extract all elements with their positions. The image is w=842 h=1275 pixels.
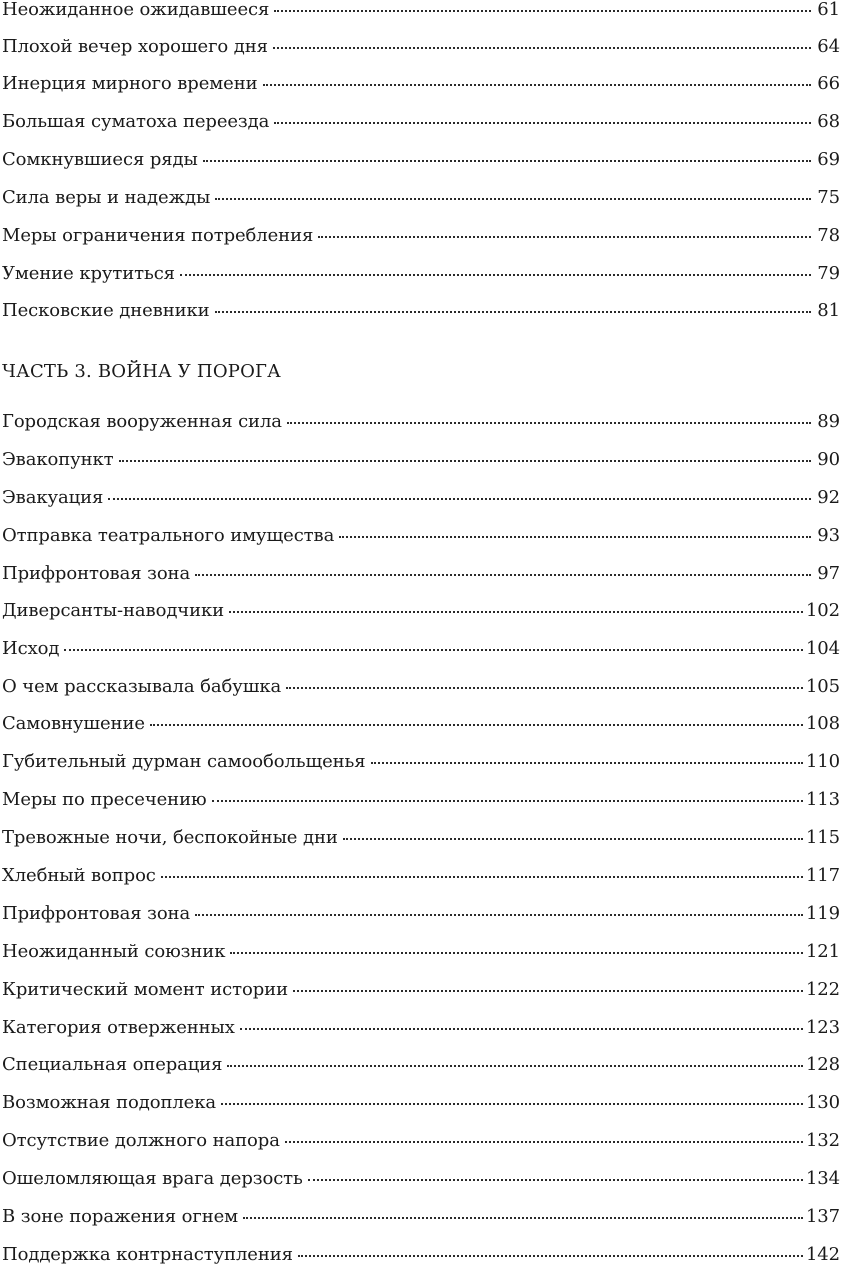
toc-entry[interactable] (2, 940, 840, 972)
toc-entry[interactable] (2, 410, 840, 442)
toc-entry[interactable] (2, 712, 840, 744)
toc-entry-title: Хлебный вопрос (2, 865, 156, 886)
toc-entry[interactable] (2, 1053, 840, 1085)
toc-entry-title: Эвакопункт (2, 449, 114, 470)
toc-entry-title: Неожиданный союзник (2, 941, 226, 962)
toc-entry[interactable] (2, 1129, 840, 1161)
dot-leader (212, 799, 803, 802)
toc-entry-title: Возможная подоплека (2, 1092, 217, 1113)
part-heading[interactable]: ЧАСТЬ 3. ВОЙНА У ПОРОГА (2, 361, 282, 382)
toc-entry-page: 105 (805, 676, 840, 697)
toc-entry-page: 108 (805, 713, 840, 734)
toc-entry[interactable] (2, 524, 840, 556)
toc-entry-page: 81 (817, 300, 840, 321)
toc-entry-page: 134 (805, 1168, 840, 1189)
toc-entry-title: Критический момент истории (2, 979, 288, 1000)
toc-entry-page: 115 (805, 827, 840, 848)
toc-entry-page: 75 (817, 187, 840, 208)
toc-entry[interactable] (2, 562, 840, 594)
toc-entry-page: 69 (817, 149, 840, 170)
toc-entry[interactable] (2, 148, 840, 180)
dot-leader (293, 989, 803, 992)
dot-leader (180, 273, 811, 276)
toc-entry-title: Сомкнувшиеся ряды (2, 149, 198, 170)
toc-entry-title: Неожиданное ожидавшееся (2, 0, 270, 20)
toc-entry-page: 68 (817, 111, 840, 132)
toc-entry[interactable] (2, 110, 840, 142)
toc-entry-page: 89 (817, 411, 840, 432)
toc-entry-page: 121 (805, 941, 840, 962)
dot-leader (298, 1254, 803, 1257)
toc-entry[interactable] (2, 637, 840, 669)
dot-leader (339, 535, 811, 538)
toc-entry-title: Сила веры и надежды (2, 187, 211, 208)
toc-entry-page: 64 (817, 36, 840, 57)
dot-leader (274, 9, 811, 12)
toc-entry-page: 104 (805, 638, 840, 659)
toc-entry-page: 128 (805, 1054, 840, 1075)
toc-entry-title: Исход (2, 638, 60, 659)
toc-entry-page: 79 (817, 263, 840, 284)
toc-entry[interactable] (2, 224, 840, 256)
dot-leader (274, 121, 811, 124)
dot-leader (240, 1027, 803, 1030)
dot-leader (161, 875, 803, 878)
toc-entry[interactable] (2, 1205, 840, 1237)
toc-entry-title: Поддержка контрнаступления (2, 1244, 293, 1265)
toc-entry[interactable] (2, 978, 840, 1010)
toc-entry-page: 123 (805, 1017, 840, 1038)
toc-entry-page: 110 (805, 751, 840, 772)
toc-entry-title: Отправка театрального имущества (2, 525, 335, 546)
toc-entry-title: Плохой вечер хорошего дня (2, 36, 268, 57)
dot-leader (243, 1216, 803, 1219)
toc-entry-page: 117 (805, 865, 840, 886)
toc-entry[interactable] (2, 186, 840, 218)
toc-entry-title: Тревожные ночи, беспокойные дни (2, 827, 338, 848)
toc-entry-title: Умение крутиться (2, 263, 175, 284)
toc-entry-title: Отсутствие должного напора (2, 1130, 280, 1151)
toc-entry-page: 142 (805, 1244, 840, 1265)
toc-entry-page: 122 (805, 979, 840, 1000)
dot-leader (221, 1102, 803, 1105)
toc-entry[interactable] (2, 299, 840, 331)
toc-entry[interactable] (2, 864, 840, 896)
toc-entry[interactable] (2, 902, 840, 934)
toc-entry-page: 137 (805, 1206, 840, 1227)
toc-entry[interactable] (2, 0, 840, 30)
toc-entry-title: Меры ограничения потребления (2, 225, 314, 246)
toc-entry-page: 78 (817, 225, 840, 246)
toc-entry-title: Самовнушение (2, 713, 145, 734)
toc-entry-title: Городская вооруженная сила (2, 411, 282, 432)
toc-entry-title: Меры по пресечению (2, 789, 207, 810)
toc-entry-title: О чем рассказывала бабушка (2, 676, 282, 697)
dot-leader (195, 913, 803, 916)
dot-leader (286, 686, 803, 689)
toc-entry-page: 92 (817, 487, 840, 508)
toc-entry-page: 66 (817, 73, 840, 94)
dot-leader (230, 951, 803, 954)
toc-entry-page: 93 (817, 525, 840, 546)
toc-entry-title: Диверсанты-наводчики (2, 600, 225, 621)
toc-entry-page: 90 (817, 449, 840, 470)
dot-leader (203, 159, 811, 162)
toc-entry-title: В зоне поражения огнем (2, 1206, 239, 1227)
dot-leader (318, 235, 811, 238)
toc-entry-page: 113 (805, 789, 840, 810)
toc-entry[interactable] (2, 826, 840, 858)
dot-leader (273, 46, 811, 49)
toc-entry-title: Ошеломляющая врага дерзость (2, 1168, 303, 1189)
toc-entry[interactable] (2, 486, 840, 518)
toc-entry[interactable] (2, 675, 840, 707)
toc-entry-page: 132 (805, 1130, 840, 1151)
toc-entry-title: Эвакуация (2, 487, 104, 508)
toc-entry-title: Песковские дневники (2, 300, 210, 321)
dot-leader (215, 197, 811, 200)
dot-leader (287, 421, 811, 424)
dot-leader (215, 310, 811, 313)
toc-entry[interactable] (2, 1167, 840, 1199)
toc-entry[interactable] (2, 72, 840, 104)
dot-leader (308, 1178, 803, 1181)
toc-entry-page: 61 (817, 0, 840, 20)
toc-entry-title: Прифронтовая зона (2, 903, 191, 924)
dot-leader (64, 648, 803, 651)
toc-entry-title: Категория отверженных (2, 1017, 235, 1038)
toc-entry-page: 102 (805, 600, 840, 621)
toc-entry-title: Большая суматоха переезда (2, 111, 270, 132)
dot-leader (108, 497, 811, 500)
toc-entry[interactable] (2, 1091, 840, 1123)
dot-leader (195, 573, 811, 576)
dot-leader (371, 761, 803, 764)
toc-entry-title: Специальная операция (2, 1054, 223, 1075)
dot-leader (263, 83, 811, 86)
dot-leader (150, 723, 803, 726)
toc-entry-page: 97 (817, 563, 840, 584)
toc-entry-title: Прифронтовая зона (2, 563, 191, 584)
toc-entry-title: Губительный дурман самообольщенья (2, 751, 366, 772)
toc-entry-page: 130 (805, 1092, 840, 1113)
toc-entry[interactable] (2, 788, 840, 820)
dot-leader (229, 610, 803, 613)
toc-entry-title: Инерция мирного времени (2, 73, 258, 94)
toc-entry-page: 119 (805, 903, 840, 924)
toc-entry[interactable] (2, 1016, 840, 1048)
toc-entry[interactable] (2, 750, 840, 782)
dot-leader (119, 459, 811, 462)
toc-entry[interactable] (2, 262, 840, 294)
toc-entry[interactable] (2, 448, 840, 480)
toc-entry[interactable] (2, 599, 840, 631)
dot-leader (227, 1064, 803, 1067)
dot-leader (285, 1140, 803, 1143)
toc-entry[interactable] (2, 1243, 840, 1275)
toc-entry[interactable] (2, 35, 840, 67)
dot-leader (343, 837, 803, 840)
